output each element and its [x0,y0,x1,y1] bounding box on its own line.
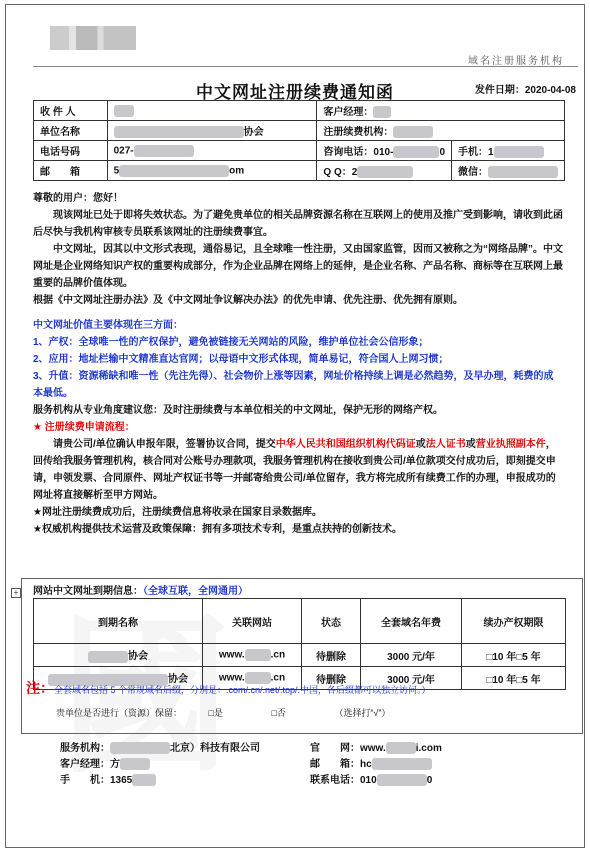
consult-cell: 咨询电话：010- 0 [317,141,452,161]
domain-site: www. .cn [203,644,302,667]
paragraph-1: 现该网址已处于即将失效状态。为了避免贵单位的相关品牌资源名称在互联网上的使用及推广受到影响，请收到此函后尽快与我机构审核专员联系该网址的注册续费事宜。 [33,210,563,238]
domain-term[interactable]: □10 年□5 年 [462,667,566,690]
mobile-cell: 手机：1 [452,141,565,161]
star-2: ★权威机构提供技术运营及政策保障：拥有多项技术专利，是重点扶持的创新技术。 [33,524,402,535]
footer-contacts [60,741,442,789]
footer-email: 邮 箱：hc [310,757,432,773]
domain-term[interactable]: □10 年□5 年 [462,644,566,667]
domain-fee: 3000 元/年 [361,667,462,690]
process-text: 请贵公司/单位确认申报年限，签署协议合同，提交中华人民共和国组织机构代码证或法人证书或营业执照副本件，回传给我服务管理机构，核合同对公账号办理款项，我服务管理机构在接收到贵公司/单位款项交付成功后，即刻提交申请，申领发票、合同原件、网址产权证书等一并邮寄给贵公司/单位留存，我方将完成所有续费工作的办理，申报成功的网址将直接解析至甲方网站。 [33,439,556,501]
domains-section-title: 网站中文网址到期信息：（全球互联，全网通用） [33,586,248,597]
keep-line: 贵单位是否进行（资源）保留： □是 □否 （选择打“√”） [56,708,391,718]
keep-no-checkbox[interactable]: □否 [271,708,286,718]
value-2: 2、应用：地址栏输中文精准直达官网；以母语中文形式体现，简单易记，符合国人上网习惯； [33,354,449,365]
col-name: 到期名称 [34,599,203,644]
company-value: 协会 [107,121,317,141]
keep-yes-checkbox[interactable]: □是 [208,708,223,718]
recipient-label: 收 件 人 [34,101,108,121]
official-site: 官 网：www. i.com [310,743,442,754]
col-status: 状态 [302,599,361,644]
col-term: 续办产权期限 [462,599,566,644]
footer-manager: 客户经理：方 [60,757,310,773]
recipient-info-table [33,100,565,181]
phone-label: 电话号码 [34,141,108,161]
paragraph-2: 中文网址，因其以中文形式表现，通俗易记，且全球唯一性注册，又由国家监管，因而又被称之为“网络品牌”。中文网址是企业网络知识产权的重要构成部分，作为企业品牌在网络上的延伸，是企业名称、产品名称、商标等在互联网上最重要的品牌价值体现。 [33,244,563,289]
email-value: 5 om [107,161,317,181]
manager-cell: 客户经理： [317,101,565,121]
domain-status: 待删除 [302,667,361,690]
value-1: 1、产权：全球唯一性的产权保护，避免被链接无关网站的风险，维护单位社会公信形象； [33,337,429,348]
process-title: ★ 注册续费申请流程： [33,422,135,433]
col-site: 关联网站 [203,599,302,644]
company-label: 单位名称 [34,121,108,141]
qq-cell: Q Q：2 [317,161,452,181]
redacted-logo [50,26,136,50]
domain-name: 协会 [34,667,203,690]
domain-name: 协会 [34,644,203,667]
move-handle-icon[interactable]: + [11,588,21,598]
letter-body [33,190,563,538]
domain-fee: 3000 元/年 [361,644,462,667]
value-3: 3、升值：资源稀缺和唯一性（先注先得）、社会物价上涨等因素，网址价格持续上调是必然趋势，及早办理，耗费的成本最低。 [33,371,554,399]
page-title: 中文网址注册续费通知函 [196,83,394,102]
greeting: 尊敬的用户：您好！ [33,193,123,204]
paragraph-3: 根据《中文网址注册办法》及《中文网址争议解决办法》的优先申请、优先注册、优先拥有原则。 [33,295,463,306]
advice: 服务机构从专业角度建议您：及时注册续费与本单位相关的中文网址，保护无形的网络产权。 [33,405,443,416]
agency-cell: 注册续费机构： [317,121,565,141]
footer-mobile: 手 机：1365 [60,773,310,789]
service-agency: 服务机构： 北京）科技有限公司 [60,743,260,754]
send-date: 发件日期：2020-04-08 [474,85,576,96]
agency-label: 域名注册服务机构 [468,56,564,67]
note-line: 注：全套域名包括 5 个常规域名后缀，分别是：.com/.cn/.net/.top/.中国，各后缀都可以独立访问。） [26,680,431,696]
col-fee: 全套域名年费 [361,599,462,644]
domain-site: www. .cn [203,667,302,690]
value-title: 中文网址价值主要体现在三方面： [33,320,183,331]
divider [33,66,578,67]
star-1: ★网址注册续费成功后，注册续费信息将收录在国家目录数据库。 [33,507,322,518]
phone-value: 027- [107,141,317,161]
domain-status: 待删除 [302,644,361,667]
footer-contact-phone: 联系电话：010 0 [310,775,433,786]
email-label: 邮 箱 [34,161,108,181]
recipient-value [107,101,317,121]
wechat-cell: 微信： [452,161,565,181]
table-row [34,644,566,667]
domains-table [33,598,566,690]
